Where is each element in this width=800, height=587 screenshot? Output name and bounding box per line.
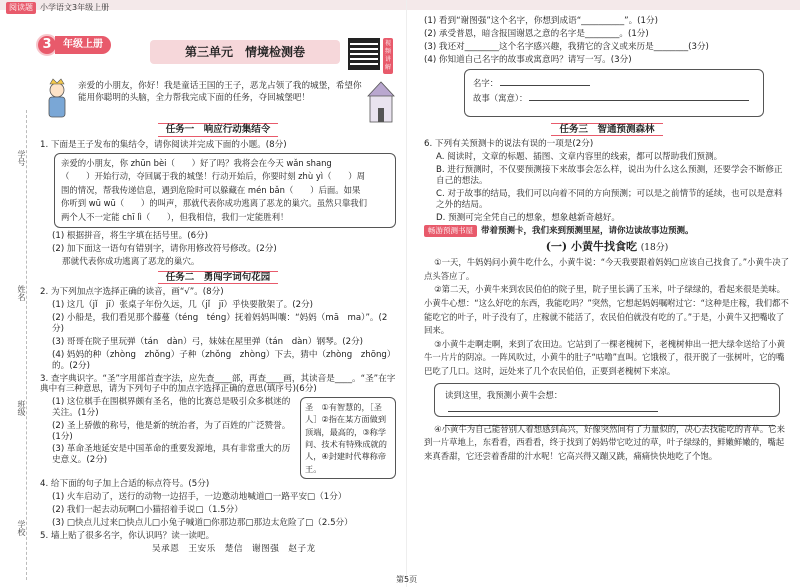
- q2-prompt: 2. 为下列加点字选择正确的读音，画“√”。(8分): [40, 287, 224, 298]
- story-body-cont: [424, 423, 790, 464]
- sidebar-class: 班级: [17, 400, 26, 416]
- q3-prompt: 3. 查字典识字。“圣”字用部首查字法，应先查____部，再查____画，其读音是____。“圣”在字典中有三种意思，请为下列句子中的加点字选择正确的意思(填序号)(6分): [40, 373, 396, 395]
- prediction-prompt: 读到这里，我预测小黄牛会想：: [445, 389, 563, 400]
- q1-sub1: (1) 根据拼音，将生字填在括号里。(6分): [52, 230, 208, 241]
- q1-sub2-sentence: 那就代表你成功逃离了恶龙的巢穴。: [62, 256, 200, 267]
- q6-option[interactable]: D. 预测可完全凭自己的想象，想象越新奇越好。: [436, 212, 620, 223]
- q3-definition-box: 圣 ①有智慧的，［圣人］②指在某方面做到顶端，最高的，③称学问、技术有特殊成就的人，④封建时代尊称帝王。: [300, 397, 396, 479]
- q3-item[interactable]: (1) 这位棋手在围棋界颇有圣名，他的比赛总是吸引众多棋迷的关注。(1分): [52, 397, 291, 418]
- sidebar-number: 学号: [17, 150, 26, 166]
- story-body: [424, 256, 790, 378]
- q1-passage-box: [54, 153, 396, 228]
- story-paragraph: ②第二天，小黄牛来到农民伯伯的院子里，院子里长满了玉米，叶子绿绿的，看起来很是美味。小黄牛心想：“这么好吃的东西，我能吃吗？”突然，它想起妈妈嘱咐过它：“这种是庄稼，我们都不能吃它的叶子，叶子没有了，庄稼就不能活了，农民伯伯就没有吃的了。”于是，小黄牛又把嘴收了回来。: [424, 284, 789, 336]
- reader-text: 带着预测卡，我们来到预测里屋，请你边读故事边预测。: [481, 225, 694, 236]
- q2-item[interactable]: (1) 这几（jǐ jī）张桌子年份久远，几（jǐ jī）乎快要散架了。(2分): [52, 300, 314, 311]
- grade-number: 3: [36, 34, 58, 56]
- story-title: [424, 240, 790, 254]
- q2-item[interactable]: (3) 哥哥在院子里玩弹（tán dàn）弓，妹妹在屋里弹（tán dàn）钢琴。(2分): [52, 336, 364, 347]
- q1-prompt: 1. 下面是王子发布的集结令，请你阅读并完成下面的小题。(8分): [40, 139, 287, 150]
- q5-item[interactable]: (3) 我还对________这个名字感兴趣，我猜它的含义或来历是________(3分): [424, 41, 709, 52]
- page-divider: [406, 0, 407, 587]
- grade-badge: [36, 34, 111, 56]
- student-info-sidebar: [0, 110, 36, 580]
- q4-item[interactable]: (3) □快点儿过来□快点儿□小兔子喊道□你那边那□那边太危险了□（2.5分）: [52, 517, 353, 528]
- q5-item[interactable]: (1) 看到“谢图强”这个名字，你想到成语“__________”。(1分): [424, 16, 658, 26]
- q6-option[interactable]: A. 阅读时，文章的标题、插图、文章内容里的线索，都可以帮助我们预测。: [436, 152, 723, 163]
- qr-label: 视频讲解: [383, 38, 393, 74]
- brand-tag: 阅读题: [6, 2, 36, 14]
- prediction-line[interactable]: [448, 411, 658, 412]
- task3-title: 任务三 智通预测森林: [551, 123, 662, 137]
- q4-item[interactable]: (2) 我们一起去动玩啊□小猫招着手说□（1.5分）: [52, 504, 243, 515]
- q1-passage-line: 你听到 wū wū（ ）的叫声，那就代表你成功逃离了恶龙的巢穴。虽然只靠我们: [61, 198, 368, 209]
- brand-name: 小学语文3年级上册: [40, 3, 110, 12]
- q1-passage-line: 亲爱的小朋友，你 zhūn bèi（ ）好了吗？我将会在今天 wǎn shang: [61, 157, 332, 168]
- q4-prompt: 4. 给下面的句子加上合适的标点符号。(5分): [40, 478, 210, 489]
- q3-item[interactable]: (3) 革命圣地延安是中国革命的重要发源地，具有非常重大的历史意义。(2分): [52, 444, 291, 466]
- q1-sub2: (2) 加下面这一语句有错别字，请你用修改符号修改。(2分): [52, 243, 277, 254]
- q3-item[interactable]: (2) 圣上骄傲的称号，他是新的统治者，为了百姓的广泛赞誉。(1分): [52, 420, 291, 442]
- q1-passage-line: （ ）开始行动，夺回属于我的城堡！行动开始后，你要时刻 zhù yì（ ）周: [61, 171, 365, 182]
- namebox-name-label: 名字：: [473, 77, 499, 88]
- intro-text: 亲爱的小朋友，你好！我是童话王国的王子，恶龙占领了我的城堡，希望你能用你聪明的头脑，全力帮我完成下面的任务，夺回城堡吧！: [78, 81, 362, 104]
- qr-code-icon[interactable]: [348, 38, 380, 70]
- q5-names: 吴承恩 王安乐 楚信 谢图强 赵子龙: [152, 543, 316, 554]
- namebox-story-label: 故事（寓意）：: [473, 92, 528, 103]
- q6-option[interactable]: B. 进行预测时，不仅要预测接下来故事会怎么样，说出为什么这么预测，还要学会不断修正自己的想法。: [436, 165, 783, 186]
- q2-item[interactable]: (2) 小船是，我们看见那个藤蔓（téng téng）抚着妈妈叫嚷：“妈妈（mā ma）”。(2分): [52, 313, 388, 335]
- intro-block: [40, 78, 396, 120]
- q2-item[interactable]: (4) 妈妈的种（zhòng zhǒng）子种（zhǒng zhòng）下去，猜中（zhòng zhōng）的。(2分): [52, 349, 396, 371]
- unit-title: 第三单元 情境检测卷: [150, 40, 340, 64]
- q5-prompt: 5. 墙上贴了很多名字，你认识吗？读一读吧。: [40, 530, 215, 541]
- q4-item[interactable]: (1) 火车启动了，送行的动物一边招手，一边邀动地喊道□一路平安□（1分）: [52, 491, 347, 502]
- q6-option[interactable]: C. 对于故事的结局，我们可以向着不同的方向预测；可以是之前情节的延续，也可以是意料之外的结局。: [436, 188, 783, 210]
- story-paragraph: ①一天，牛妈妈问小黄牛吃什么，小黄牛说：“今天我要跟着妈妈□应该自己找食了。”小黄牛决了点头答应了。: [424, 257, 789, 281]
- sidebar-name: 姓名: [17, 285, 26, 301]
- task2-title: 任务二 勇闯字词句花园: [158, 271, 279, 285]
- q6-prompt: 6. 下列有关预测卡的说法有误的一项是(2分): [424, 139, 594, 150]
- q5-item[interactable]: (4) 你知道自己名字的故事或寓意吗？请写一写。(3分): [424, 54, 632, 65]
- story-title-text: (一) 小黄牛找食吃: [545, 239, 637, 253]
- brand-header: [6, 2, 109, 14]
- story-paragraph: ④小黄牛为自己能替别人着想感到高兴，好像突然间有了力量似的，决心去找能吃的青草。它来到一片草地上，东看看，西看看，终于找到了妈妈带它吃过的草，叶子绿绿的，鲜嫩鲜嫩的，嘴起来真香甜，它还尝着香甜的汁水呢！它高兴得又蹦又跳，痛痛快快地吃了个饱。: [424, 423, 785, 461]
- reader-tag: 畅游预测书屋: [424, 225, 477, 236]
- story-answer-line[interactable]: [529, 100, 749, 101]
- story-paragraph: ③小黄牛走啊走啊，来到了农田边。它站到了一棵老槐树下，老槐树伸出一把大绿伞送给了小黄牛一片片的阴凉。一阵风吹过，小黄牛的肚子“咕噜”直叫。它饿极了，很开脱了一张树叶，它的嘴巴吃了几口。这时，远处来了几个农民伯伯，正要到老槐树下来凉。: [424, 338, 785, 376]
- top-strip: [0, 0, 800, 10]
- sidebar-school: 学校: [17, 520, 26, 536]
- q1-passage-line: 两个人不一定能 chī lì（ ），但我相信，我们一定能胜利！: [61, 211, 289, 222]
- prediction-box[interactable]: [434, 383, 780, 417]
- q1-passage-line: 围的情况，帮我传递信息，遇到危险时可以躲藏在 mén bǎn（ ）后面。如果: [61, 184, 361, 195]
- task1-title: 任务一 响应行动集结令: [158, 123, 279, 137]
- cut-line: [26, 110, 27, 580]
- name-story-box[interactable]: [464, 69, 764, 117]
- reader-banner: [424, 225, 790, 236]
- q3-body: [40, 397, 396, 479]
- right-column: [424, 16, 790, 463]
- q5-item[interactable]: (2) 承受普恩，暗含报国谢恩之意的名字是________。(1分): [424, 28, 649, 39]
- left-column: [40, 78, 396, 556]
- grade-label: 年级上册: [55, 36, 111, 55]
- story-score: (18分): [640, 242, 669, 253]
- page-number: 第5页: [396, 575, 418, 584]
- prince-icon: [40, 78, 74, 120]
- name-answer-line[interactable]: [500, 85, 590, 86]
